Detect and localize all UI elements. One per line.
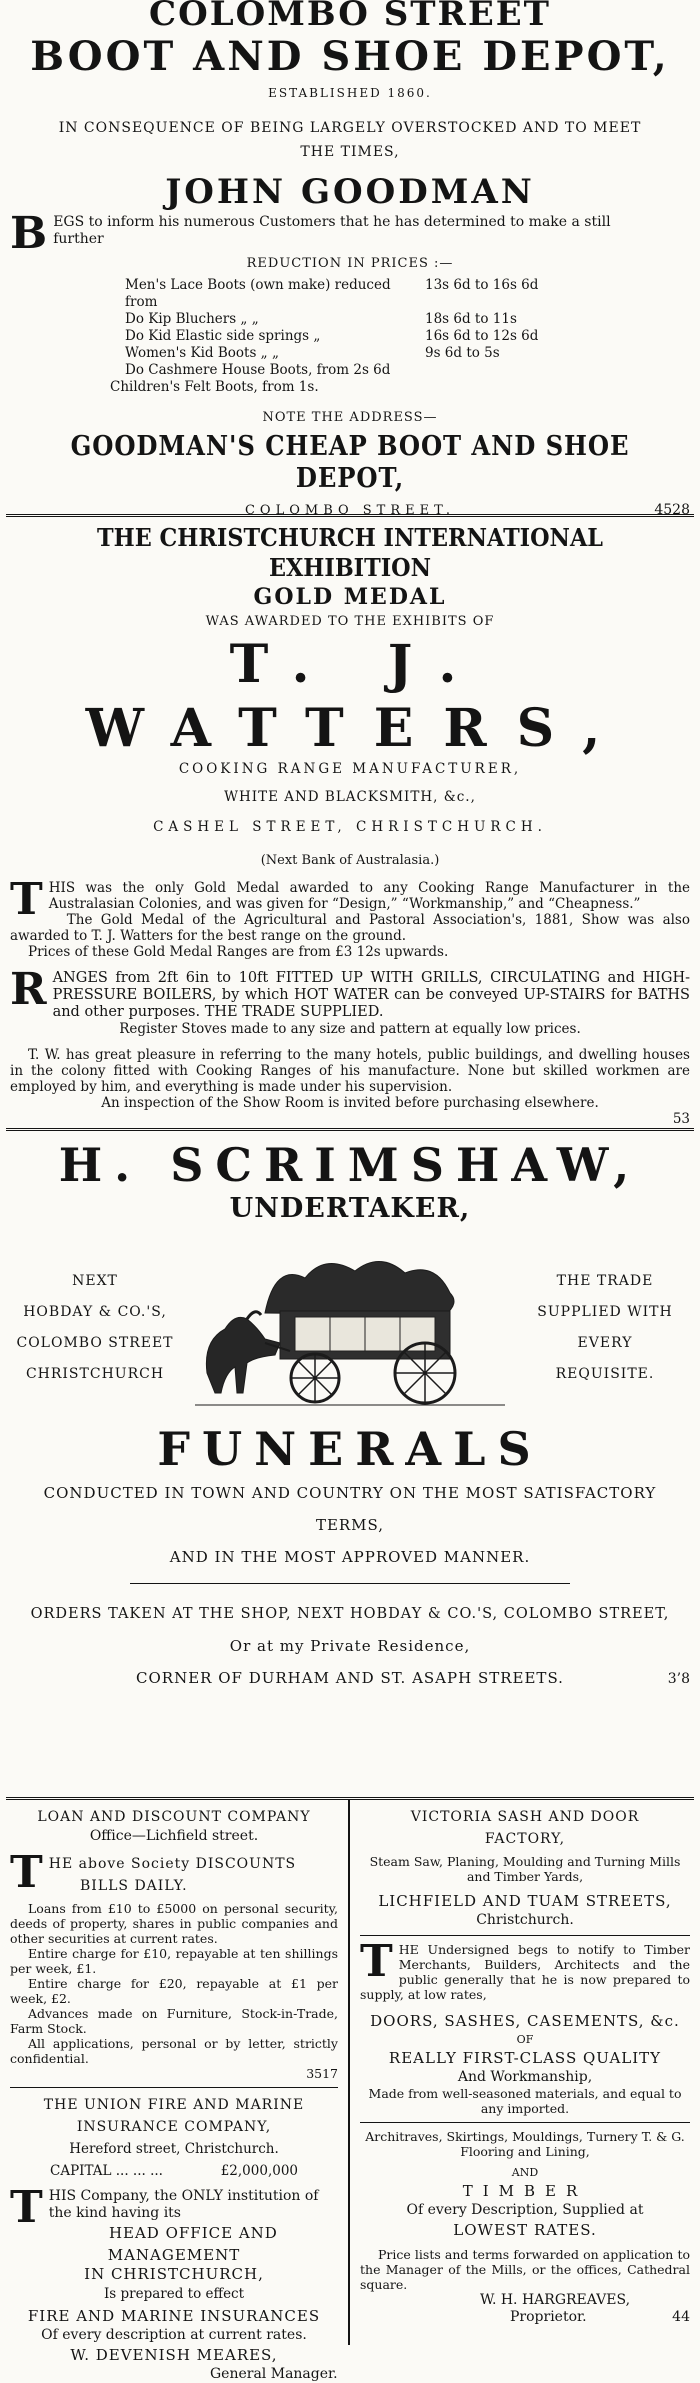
victoria-timber: TIMBER <box>462 2182 588 2200</box>
union-signer: W. DEVENISH MEARES, <box>70 2346 278 2364</box>
price-row <box>125 277 690 311</box>
price-row <box>125 311 690 328</box>
victoria-doors: DOORS, SASHES, CASEMENTS, &c. <box>370 2012 680 2030</box>
victoria-every: Of every Description, Supplied at <box>406 2202 644 2218</box>
union-dropcap: T <box>10 2182 43 2233</box>
loan-title: LOAN AND DISCOUNT COMPANY <box>37 1809 311 1825</box>
scrimshaw-corner: CORNER OF DURHAM AND ST. ASAPH STREETS. <box>136 1669 564 1687</box>
union-capital <box>10 2160 338 2182</box>
scrimshaw-right-line: REQUISITE. <box>555 1366 655 1382</box>
union-company <box>10 2182 338 2233</box>
goodman-begs-line1: EGS to inform his numerous Customers that he has determined to make a still <box>53 214 611 230</box>
victoria-signer-row <box>360 2292 690 2309</box>
scrimshaw-orders: ORDERS TAKEN AT THE SHOP, NEXT HOBDAY & CO.'S, COLOMBO STREET, <box>30 1606 670 1622</box>
goodman-begs <box>10 208 690 259</box>
victoria-ref: 44 <box>672 2309 690 2325</box>
watters-stoves: Register Stoves made to any size and pattern at equally low prices. <box>119 1021 581 1037</box>
victoria-undersigned <box>360 1936 690 2002</box>
goodman-consequence-line1: IN CONSEQUENCE OF BEING LARGELY OVERSTOCKED AND TO MEET <box>58 120 642 136</box>
loan-charge20: Entire charge for £20, repayable at £1 per week, £2. <box>10 1976 338 2006</box>
goodman-dropcap: B <box>10 208 48 259</box>
loan-discount <box>10 1847 338 1898</box>
victoria-city: Christchurch. <box>476 1912 574 1928</box>
watters-advertisement <box>0 523 700 1128</box>
price-row <box>125 328 690 345</box>
watters-cooking: COOKING RANGE MANUFACTURER, <box>178 761 522 777</box>
watters-para1-text: HIS was the only Gold Medal awarded to any Cooking Range Manufacturer in the Australasian Colonies, and was given for “Design,” “Workmanship,” and “Cheapness.” <box>48 880 690 912</box>
divider <box>6 1128 694 1131</box>
scrimshaw-left-line: HOBDAY & CO.'S, <box>23 1304 167 1320</box>
goodman-ref: 4528 <box>654 502 690 518</box>
scrimshaw-right-line: SUPPLIED WITH <box>537 1304 673 1320</box>
loan-advertisement <box>10 1806 338 2081</box>
scrimshaw-right-line: EVERY <box>577 1335 633 1351</box>
victoria-quality: REALLY FIRST-CLASS QUALITY <box>388 2049 662 2067</box>
watters-white: WHITE AND BLACKSMITH, &c., <box>224 789 476 805</box>
union-prepared: Is prepared to effect <box>103 2286 245 2302</box>
watters-para4: T. W. has great pleasure in referring to the many hotels, public buildings, and dwelling houses in the colony fitted with Cooking Ranges of his manufacture. None but skilled workmen are employed by him, and everything is made under his supervision. <box>10 1047 690 1095</box>
goodman-title-street: COLOMBO STREET <box>149 0 551 34</box>
union-every: Of every description at current rates. <box>41 2327 307 2343</box>
victoria-role-row <box>360 2309 690 2326</box>
price-item: Children's Felt Boots, from 1s. <box>110 379 319 395</box>
victoria-price-lists: Price lists and terms forwarded on application to the Manager of the Mills, or the offices, Cathedral square. <box>360 2247 690 2292</box>
scrimshaw-right-line: THE TRADE <box>556 1273 654 1289</box>
victoria-undersigned-text: HE Undersigned begs to notify to Timber Merchants, Builders, Architects and the public generally that he is now prepared to supply, at low rates, <box>360 1942 690 2002</box>
column-divider <box>360 2122 690 2123</box>
price-value: 13s 6d to 16s 6d <box>425 277 539 293</box>
horse-plume <box>247 1312 261 1319</box>
goodman-consequence-line2: THE TIMES, <box>300 144 400 160</box>
scrimshaw-right-trade <box>520 1266 690 1390</box>
price-row <box>125 345 690 362</box>
two-column-advertisements <box>0 1800 700 2382</box>
price-value: 18s 6d to 11s <box>425 311 517 327</box>
loan-ref: 3517 <box>306 2066 338 2081</box>
goodman-price-list <box>10 277 690 396</box>
victoria-signer: W. H. HARGREAVES, <box>480 2292 631 2308</box>
scrimshaw-ref: 3’8 <box>667 1671 690 1687</box>
scrimshaw-conducted3: AND IN THE MOST APPROVED MANNER. <box>169 1548 531 1566</box>
scrimshaw-footer <box>10 1662 690 1694</box>
goodman-advertisement <box>0 0 700 518</box>
hearse-plumes <box>265 1261 454 1315</box>
victoria-architraves: Architraves, Skirtings, Mouldings, Turnery T. & G. Flooring and Lining, <box>365 2129 685 2159</box>
victoria-of: OF <box>516 2033 534 2046</box>
price-value: 16s 6d to 12s 6d <box>425 328 539 344</box>
union-title1: THE UNION FIRE AND MARINE <box>43 2097 305 2113</box>
left-column <box>0 1800 350 2382</box>
scrimshaw-left-address <box>10 1266 180 1390</box>
short-rule <box>130 1583 570 1584</box>
victoria-role: Proprietor. <box>510 2309 587 2325</box>
watters-para3: Prices of these Gold Medal Ranges are from £3 12s upwards. <box>28 944 449 960</box>
union-head2: IN CHRISTCHURCH, <box>84 2265 264 2283</box>
right-column <box>350 1800 700 2345</box>
watters-gold-medal: GOLD MEDAL <box>253 584 447 610</box>
union-fire: FIRE AND MARINE INSURANCES <box>27 2307 321 2325</box>
scrimshaw-left-line: COLOMBO STREET <box>16 1335 174 1351</box>
victoria-advertisement <box>360 1806 690 2326</box>
victoria-title1: VICTORIA SASH AND DOOR <box>410 1809 640 1825</box>
victoria-made: Made from well-seasoned materials, and equal to any imported. <box>368 2086 682 2116</box>
union-role: General Manager. <box>210 2366 338 2382</box>
watters-ranges <box>10 964 690 1021</box>
union-head1: HEAD OFFICE AND MANAGEMENT <box>107 2224 278 2264</box>
price-item: Do Kid Elastic side springs „ <box>125 328 321 344</box>
loan-charge10: Entire charge for £10, repayable at ten shillings per week, £1. <box>10 1946 338 1976</box>
loan-office: Office—Lichfield street. <box>89 1828 259 1844</box>
scrimshaw-middle <box>10 1243 690 1413</box>
goodman-reduction-heading: REDUCTION IN PRICES :— <box>246 256 454 271</box>
victoria-workmanship: And Workmanship, <box>457 2069 593 2085</box>
union-street: Hereford street, Christchurch. <box>69 2141 279 2157</box>
victoria-and: AND <box>511 2166 539 2179</box>
column-divider <box>360 1935 690 1936</box>
price-item: Do Kip Bluchers „ „ <box>125 311 259 327</box>
loan-applications: All applications, personal or by letter, strictly confidential. <box>10 2036 338 2066</box>
price-item: Men's Lace Boots (own make) reduced from <box>125 277 391 310</box>
loan-discount-line2: BILLS DAILY. <box>80 1878 188 1894</box>
watters-cashel: CASHEL STREET, CHRISTCHURCH. <box>153 819 547 835</box>
scrimshaw-residence: Or at my Private Residence, <box>229 1637 471 1655</box>
victoria-dropcap: T <box>360 1936 393 1987</box>
watters-para1 <box>10 874 690 925</box>
watters-para5: An inspection of the Show Room is invited before purchasing elsewhere. <box>101 1095 599 1111</box>
goodman-depot-name: GOODMAN'S CHEAP BOOT AND SHOE DEPOT, <box>70 431 630 494</box>
hearse-rear-spokes <box>395 1343 455 1403</box>
watters-dropcap-r: R <box>10 964 47 1015</box>
scrimshaw-name: H. SCRIMSHAW, <box>58 1138 642 1192</box>
column-divider <box>10 2087 338 2088</box>
scrimshaw-funerals: FUNERALS <box>157 1422 543 1476</box>
price-row <box>125 362 690 379</box>
goodman-note-address: NOTE THE ADDRESS— <box>262 410 438 425</box>
loan-discount-line1: HE above Society DISCOUNTS <box>48 1856 297 1872</box>
victoria-lowest: LOWEST RATES. <box>453 2221 597 2239</box>
union-advertisement <box>10 2094 338 2383</box>
victoria-title2: FACTORY, <box>484 1831 566 1847</box>
goodman-begs-line2: further <box>53 231 104 247</box>
union-company-line2: the kind having its <box>48 2205 181 2221</box>
union-capital-value: £2,000,000 <box>220 2163 298 2179</box>
watters-awarded: WAS AWARDED TO THE EXHIBITS OF <box>205 614 495 629</box>
scrimshaw-left-line: NEXT <box>72 1273 118 1289</box>
hearse-illustration <box>195 1243 505 1413</box>
union-capital-label: CAPITAL ... ... ... <box>50 2163 163 2179</box>
watters-name: T. J. WATTERS, <box>85 634 631 759</box>
union-title2: INSURANCE COMPANY, <box>76 2119 272 2135</box>
scrimshaw-conducted2: TERMS, <box>315 1516 385 1534</box>
price-item: Women's Kid Boots „ „ <box>125 345 279 361</box>
price-item: Do Cashmere House Boots, from 2s 6d <box>125 362 391 378</box>
loan-loans: Loans from £10 to £5000 on personal security, deeds of property, shares in public companies and other securities at current rates. <box>10 1901 338 1946</box>
watters-ranges-text: ANGES from 2ft 6in to 10ft FITTED UP WITH GRILLS, CIRCULATING and HIGH-PRESSURE BOILERS, by which HOT WATER can be conveyed UP-STAIRS for BATHS and other purposes. THE TRADE SUPPLIED. <box>52 970 690 1020</box>
scrimshaw-advertisement <box>0 1137 700 1797</box>
watters-ref: 53 <box>672 1111 690 1127</box>
price-row <box>10 379 690 396</box>
horse <box>206 1317 280 1393</box>
hearse-front-spokes <box>291 1354 339 1402</box>
victoria-streets: LICHFIELD AND TUAM STREETS, <box>378 1892 672 1910</box>
goodman-name: JOHN GOODMAN <box>165 172 535 212</box>
loan-dropcap: T <box>10 1847 43 1898</box>
loan-advances: Advances made on Furniture, Stock-in-Trade, Farm Stock. <box>10 2006 338 2036</box>
scrimshaw-left-line: CHRISTCHURCH <box>25 1366 165 1382</box>
watters-exhibition: THE CHRISTCHURCH INTERNATIONAL EXHIBITION <box>97 523 603 582</box>
watters-next-bank: (Next Bank of Australasia.) <box>260 853 440 868</box>
watters-para2: The Gold Medal of the Agricultural and Pastoral Association's, 1881, Show was also awarded to T. J. Watters for the best range on the ground. <box>10 912 690 944</box>
goodman-street: COLOMBO STREET. <box>244 503 456 518</box>
goodman-title-depot: BOOT AND SHOE DEPOT, <box>30 33 670 80</box>
watters-dropcap-t: T <box>10 874 43 925</box>
price-value: 9s 6d to 5s <box>425 345 500 361</box>
goodman-established: ESTABLISHED 1860. <box>268 86 432 100</box>
victoria-mills: Steam Saw, Planing, Moulding and Turning Mills and Timber Yards, <box>369 1854 681 1884</box>
scrimshaw-undertaker: UNDERTAKER, <box>229 1193 471 1224</box>
scrimshaw-conducted1: CONDUCTED IN TOWN AND COUNTRY ON THE MOST SATISFACTORY <box>43 1484 657 1502</box>
union-company-line1: HIS Company, the ONLY institution of <box>48 2188 319 2204</box>
